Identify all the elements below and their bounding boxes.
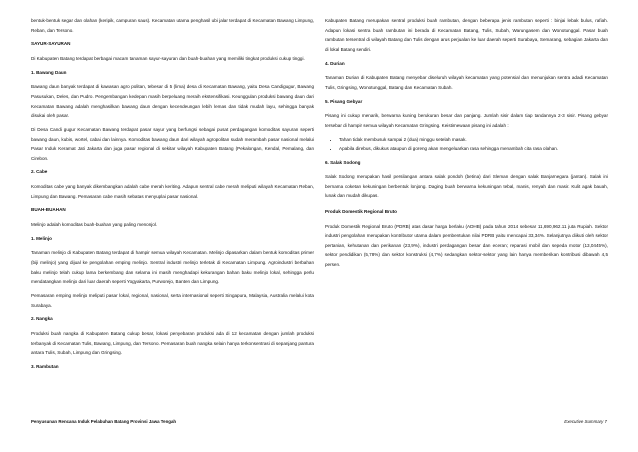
left-column [31,16,314,377]
paragraph: Komoditas cabe yang banyak dikembangkan adalah cabe merah keriting. Adapun sentral cabe merah meliputi wilayah Kecamatan Reban, Limpung dan Bawang. Pemasaran cabe masih sebatas menyuplai pasar nasional. [31,184,314,199]
section-heading: BUAH-BUAHAN [31,207,66,213]
section-heading: 2. Cabe [31,169,48,175]
paragraph: Pemasaran emping melinjo meliputi pasar lokal, regional, nasional, serta internasional seperti Singapura, Malaysia, Australia melalui kota Surabaya. [31,292,314,308]
section-heading: 3. Rambutan [31,363,59,369]
paragraph: Di Desa Candi gugur Kecamatan Bawang terdapat pasar sayur yang berfungsi sebagai pusat perdagangan komoditas sayuran seperti bawang daun, kubis, wortel, cabai dan lainnya. Komoditas bawang daun dari wilayah agropolitan sudah merambah pasar nasional melalui Pasar Induk Keramat Jati Jakarta dan juga pasar regional di sekitar wilayah Kabupaten Batang (Pekalongan, Kendal, Pemalang, dan Cirebon. [31,126,314,161]
section-heading: 1. Melinjo [31,235,52,241]
section-heading: 1. Bawang Daun [31,69,67,75]
paragraph: Produksi buah nangka di Kabupaten Batang cukup besar, lokasi penyebaran produksi ada di 12 kecamatan dengan jumlah produksi terbanyak di Kecamatan Tulis, Bawang, Limpung, dan Tersono. Pemasaran buah nangka selain hanya terkonsentrasi di sepanjang pantura antara Tulis, Subah, Limpung dan Gringsing. [31,330,314,356]
section-heading: 2. Nangka [31,316,53,322]
footer-document-title: Penyusunan Rencana Induk Pelabuhan Batang Provinsi Jawa Tengah [31,419,177,424]
paragraph: Melinjo adalah komoditas buah-buahan yang paling menonjol. [31,222,158,228]
paragraph: bentuk-bentuk segar dan olahan (keripik, campuran saus). Kecamatan utama penghasil ubi jalar terdapat di Kecamatan Bawang Limpung, Reban, dan Tersono. [31,18,314,33]
paragraph: Salak Sodong merupakan hasil persilangan antara salak pondoh (betina) dari Sleman dengan salak Banjarnegara (jantan). Salak ini bernama coketan kekuningan berbentuk lonjong. Daging buah berwarna kekuningan tebal, manis, renyah dan masir. Kulit agak bauah, lunak dan mudah dikupas. [325,174,608,199]
section-heading: SAYUR-SAYURAN [31,41,71,47]
footer-page-label: Executive Summary 7 [564,419,607,424]
section-heading: 5. Pisang Gebyar [325,98,363,104]
section-heading: 6. Salak Sodong [325,159,361,165]
paragraph: Pisang ini cukup menarik, berwarna kuning berukuran besar dan panjang. Jumlah sisir dalam tiap tandannya 2-3 sisir. Pisang gebyar tersebar di hampir semua wilayah Kecamatan Gringsing. Keistimewaan pisang ini adalah : [325,113,608,128]
paragraph: Tanaman Durian di Kabupaten Batang menyebar diseluruh wilayah kecamatan yang potensial dan menunjukan sentra adadi Kecamatan Tulis, Gringsing, Wonotunggal, Batang dan Kecamatan Subah. [325,75,608,90]
paragraph: Produk Domestik Regional Bruto (PDRB) atas dasar harga berlaku (ADHB) pada tahun 2014 sebesar 11,690,962.11 juta Rupiah. Sektor industri pengolahan merupakan kontributor utama dalam pembentukan nilai PDRB yaitu mencapai 33,34%. Selanjutnya diikuti oleh sektor pertanian, kehutanan dan perikanan (23,9%), industri perdagangan besar dan eceran; reparasi mobil dan sepeda motor (13,0445%), sektor pendidikan (5,78%) dan sektor konstruksi (4,7%) sedangkan sektor-sektor yang lain hanya memberikan kontribusi dibawah 4,5 persen. [325,223,608,268]
right-column [325,16,608,274]
section-heading: Produk Domestik Regional Bruto [325,209,397,215]
bullet-item: • Apabila direbus, dikukus ataupun di goreng akan mengeluarkan rasa sehingga menambah cita rasa olahan. [339,144,608,154]
paragraph: Tanaman melinjo di Kabupaten Batang terdapat di hampir semua wilayah Kecamatan. Melinjo dipasarkan dalam bentuk komoditas primer (biji melinjo) yang dijual ke pengolahan emping melinjo. Sentral industri melinjo terletak di Kecamatan Limpung. Agroindustri berbahan baku melinjo telah cukup lama berkembang dan selama ini masih menghadapi kekurangan bahan baku melinjo lokal, sehingga perlu mendatangkan melinjo dari luar daerah seperti Yogyakarta, Purworejo, Banten dan Limpung. [31,250,314,285]
bullet-list [325,135,608,154]
section-heading: 4. Durian [325,60,345,66]
paragraph: Di Kabupaten Batang terdapat berbagai macam tanaman sayur-sayuran dan buah-buahan yang memiliki tingkat produksi cukup tinggi. [31,55,305,61]
paragraph: Bawang daun banyak terdapat di kawasan agro politan, tebesar di 5 (lima) desa di Kecamatan Bawang, yaitu Desa Candigugur, Bawang Pasusukan, Deles, dan Pudro. Pengembangan kedepan masih berpeluang meraih ekstensifikasi. Keunggulan produksi bawang daun dari Kecamatan Bawang adalah menghasilkan bawang daun dengan kecendeungan lebih lemas dan tidak mudah layu, sehingga banyak disukai oleh pasar. [31,84,314,119]
paragraph: Kabupaten Batang merupakan sentral produksi buah rambutan, dengan beberapa jenis rambutan seperti : binjai lebak bulus, rafiah. Adapun lokasi sentra buah rambutan ini berada di Kecamatan Batang, Tulis, Subah, Warungasem dan Wonotunggal. Pasar buah rambutan tersentral di wilayah Batang dan Tulis dengan arus perjualan ke luar daerah seperti Surabaya, Semarang, sebagian Jakarta dan di lokal Batang sendiri. [325,18,608,52]
bullet-item: • Tahan tidak membusuk sampai 2 (dua) minggu setelah masak. [339,135,608,145]
